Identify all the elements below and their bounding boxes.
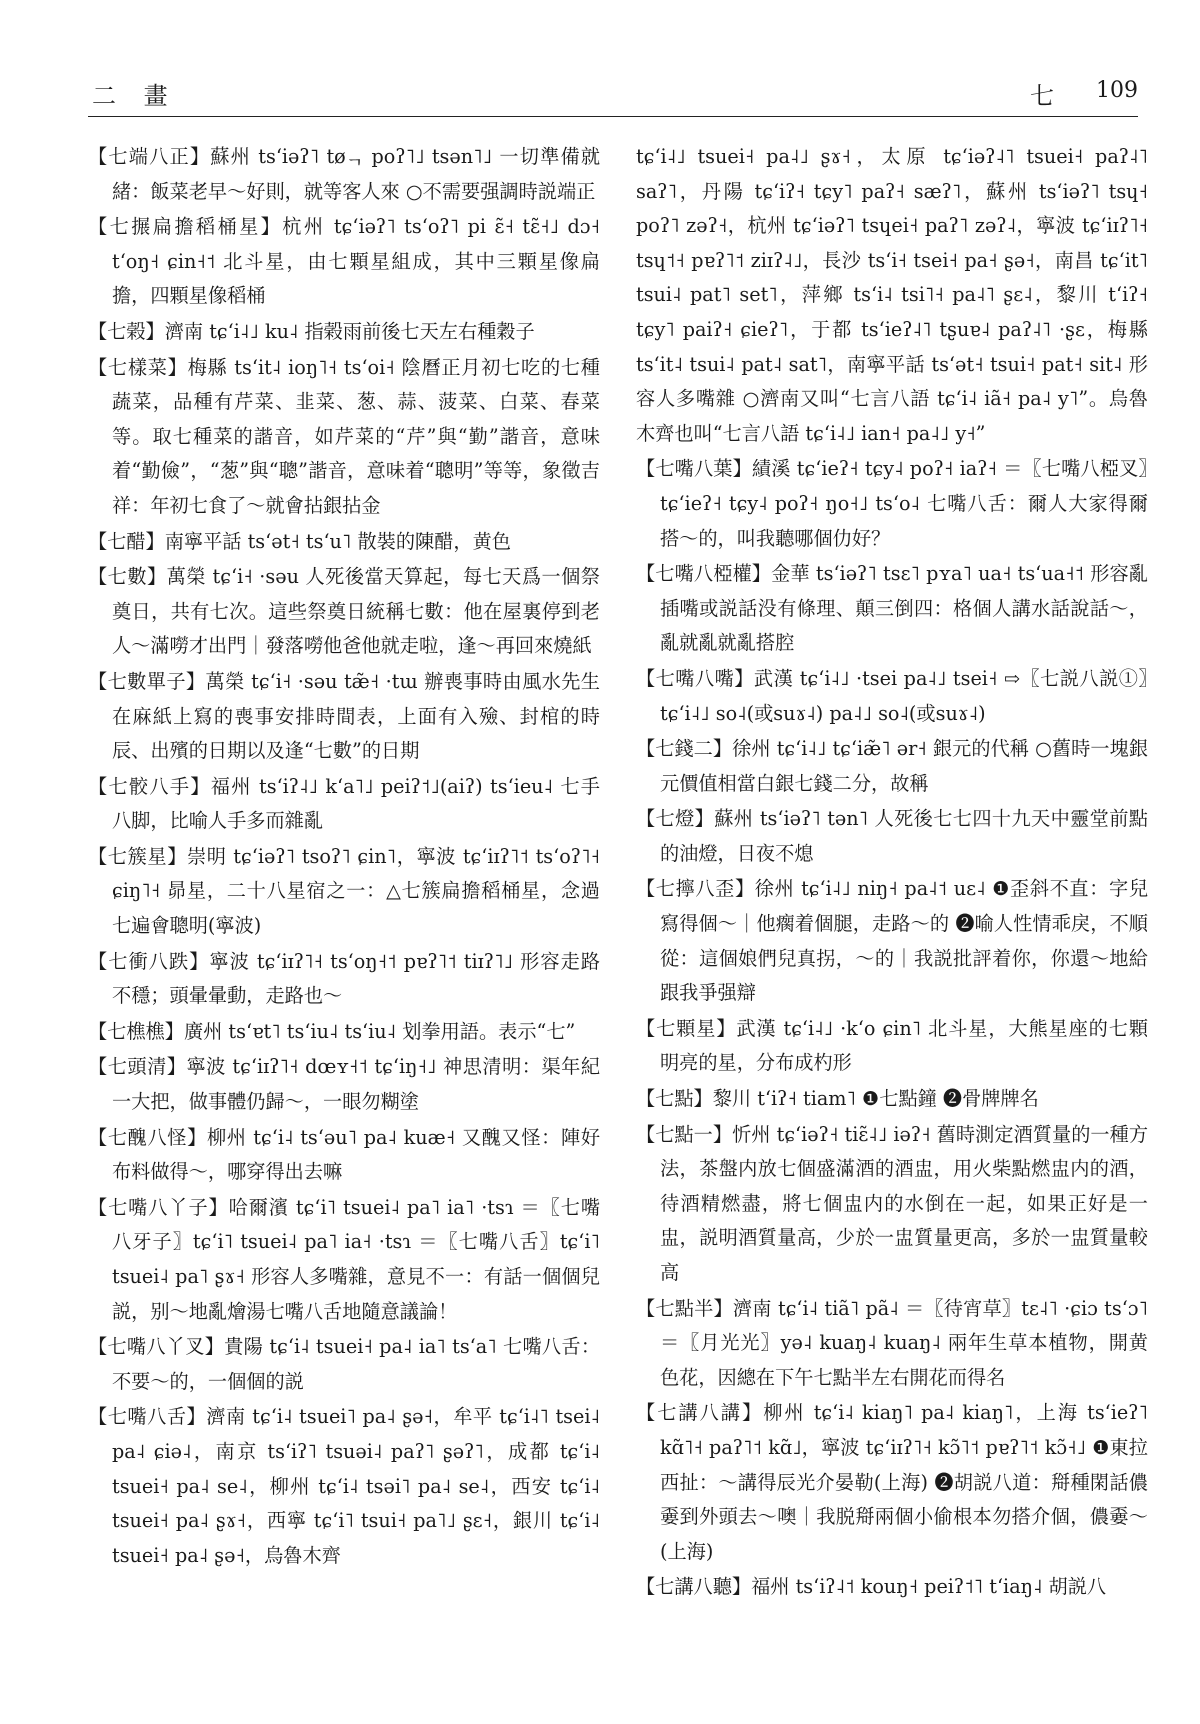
entry-definition: 績溪 tɕʻieʔ˧ tɕy˨ poʔ˧ iaʔ˧ ＝〖七嘴八椏叉〗tɕʻieʔ˧ tɕy˨ poʔ˧ ŋo˧˩ tsʻo˨ 七嘴八舌：爾人大家得爾搭～的，叫我聽哪個仂好？ bbox=[660, 457, 1148, 550]
entry-definition: 萬榮 tɕʻi˧ ·səu tæ̃˧ ·tɯ 辦喪事時由風水先生在麻紙上寫的喪事安排時間表，上面有入殮、封棺的時辰、出殯的日期以及逢“七數”的日期 bbox=[112, 669, 600, 763]
entry-definition: 柳州 tɕʻi˨ tsʻəu˥ pa˨ kuæ˧ 又醜又怪：陣好布料做得～，哪穿得出去嘛 bbox=[112, 1125, 600, 1184]
entry-definition: 崇明 tɕʻiəʔ˥ tsoʔ˥ ɕin˥，寧波 tɕʻiɪʔ˥˦ tsʻoʔ˥˧ ɕiŋ˥˧ 昴星，二十八星宿之一：△七簇扁擔稻桶星，念過七遍會聰明(寧波) bbox=[112, 844, 600, 938]
entry-definition: 徐州 tɕʻi˨˩ tɕʻiæ̃˥ ər˧ 銀元的代稱 ○舊時一塊銀元價值相當白銀七錢二分，故稱 bbox=[660, 737, 1148, 795]
page-header bbox=[88, 72, 1138, 117]
entry-definition: 忻州 tɕʻiəʔ˧ tiɛ̃˨˩ iəʔ˧ 舊時測定酒質量的一種方法，茶盤内放七個盛滿酒的酒盅，用火柴點燃盅内的酒，待酒精燃盡，將七個盅内的水倒在一起，如果正好是一盅，説明酒質量高，少於一盅質量更高，多於一盅質量較高 bbox=[660, 1122, 1148, 1284]
entry-headword: 【七顆星】 bbox=[636, 1016, 737, 1040]
dictionary-entry bbox=[636, 1396, 1148, 1569]
entry-definition: 萬榮 tɕʻi˧ ·səu 人死後當天算起，每七天爲一個祭奠日，共有七次。這些祭奠日統稱七數：他在屋裏停到老人～滿嘮才出門｜發落嘮他爸他就走啦，逢～再回來燒紙 bbox=[112, 565, 600, 658]
right-column bbox=[636, 140, 1148, 1700]
entry-definition: 蘇州 tsʻiəʔ˥ tən˥ 人死後七七四十九天中靈堂前點的油燈，日夜不熄 bbox=[660, 807, 1148, 865]
entry-headword: 【七嘴八椏權】 bbox=[636, 562, 772, 586]
entry-headword: 【七擰八歪】 bbox=[636, 877, 755, 901]
entry-definition: 蘇州 tsʻiəʔ˥ tøᆨ poʔ˥˩ tsən˥˩ 一切準備就緒：飯菜老早～好則，就等客人來 ○不需要强調時説端正 bbox=[112, 145, 600, 203]
dictionary-entry bbox=[88, 560, 600, 664]
entry-headword: 【七講八講】 bbox=[636, 1401, 764, 1425]
entry-definition: 徐州 tɕʻi˨˩ niŋ˧ pa˨˦ uɛ˨ ❶歪斜不直：字兒寫得個～｜他瘸着個腿，走路～的 ❷喻人性情乖戾，不順從：這個娘們兒真拐，～的｜我説批評着你，你還～地給跟我爭强辯 bbox=[660, 877, 1148, 1005]
entry-headword: 【七搌扁擔稻桶星】 bbox=[88, 215, 283, 239]
page-number: 109 bbox=[1096, 78, 1138, 103]
entry-definition: tɕʻi˨˩ tsuei˧ pa˨˩ ʂɤ˧，太原 tɕʻiəʔ˨˥ tsuei˧ paʔ˨˥ saʔ˥，丹陽 tɕʻiʔ˧ tɕy˥ paʔ˧ sæʔ˥，蘇州 tsʻiəʔ˥ tsɥ˧ poʔ˥ zəʔ˧，杭州 tɕʻiəʔ˥ tsɥei˧ paʔ˥ zəʔ˨，寧波 tɕʻiɪʔ˥˧ tsɥ˦˧ pɐʔ˥˦ ziɪʔ˨˩，長沙 tsʻi˧ tsei˧ pa˧ ʂə˧，南昌 tɕʻit˥ tsui˨ pat˥ set˥，萍鄉 tsʻi˨ tsi˥˧ pa˨˥ ʂɛ˨，黎川 tʻiʔ˧ tɕy˥ paiʔ˧ ɕieʔ˥，于都 tsʻieʔ˨˥ tʂuɐ˨ paʔ˨˥ ·ʂɛ，梅縣 tsʻit˨ tsui˨ pat˨ sat˥，南寧平話 tsʻət˧ tsui˧ pat˧ sit˨ 形容人多嘴雜 ○濟南又叫“七言八語 tɕʻi˨ iã˧ pa˨ y˥”。烏魯木齊也叫“七言八語 tɕʻi˨˩ ian˧ pa˨˩ y˧” bbox=[636, 145, 1148, 445]
entry-definition: 寧波 tɕʻiɪʔ˥˧ tsʻoŋ˧˦ pɐʔ˥˦ tiɪʔ˥˩ 形容走路不穩；頭暈暈動，走路也～ bbox=[112, 949, 600, 1008]
dictionary-entry bbox=[636, 1082, 1148, 1117]
dictionary-entry bbox=[636, 1570, 1148, 1605]
dictionary-entry bbox=[636, 872, 1148, 1010]
dictionary-entry bbox=[88, 770, 600, 839]
dictionary-entry bbox=[636, 1012, 1148, 1081]
entry-definition: 濟南 tɕʻi˨ tiã˥ pã˨ ＝〖待宵草〗tɛ˨˥ ·ɕiɔ tsʻɔ˥ ＝〖月光光〗yə˨ kuaŋ˨ kuaŋ˨ 兩年生草本植物，開黄色花，因總在下午七點半左右開花而得名 bbox=[660, 1296, 1148, 1389]
entry-definition: 濟南 tɕʻi˨˩ ku˨ 指榖雨前後七天左右種穀子 bbox=[164, 319, 535, 343]
entry-headword: 【七錢二】 bbox=[636, 737, 733, 761]
dictionary-entry bbox=[88, 315, 600, 350]
dictionary-entry bbox=[636, 1292, 1148, 1396]
entry-headword: 【七點】 bbox=[636, 1087, 713, 1111]
dictionary-entry bbox=[636, 452, 1148, 556]
dictionary-entry bbox=[636, 662, 1148, 731]
entry-headword: 【七樵樵】 bbox=[88, 1019, 184, 1043]
dictionary-entry bbox=[636, 140, 1148, 451]
entry-definition: 哈爾濱 tɕʻi˥ tsuei˨ pa˥ ia˥ ·tsɿ ＝〖七嘴八牙子〗tɕʻi˥ tsuei˨ pa˥ ia˧ ·tsɿ ＝〖七嘴八舌〗tɕʻi˥ tsuei˨ pa˥ ʂɤ˧ 形容人多嘴雜，意見不一：有話一個個兒説，别～地亂燴湯七嘴八舌地隨意議論！ bbox=[112, 1195, 600, 1323]
entry-definition: 梅縣 tsʻit˨ ioŋ˥˧ tsʻoi˧ 陰曆正月初七吃的七種蔬菜，品種有芹菜、韭菜、葱、蒜、菠菜、白菜、春菜等。取七種菜的諧音，如芹菜的“芹”與“勤”諧音，意味着“勤儉”，“葱”與“聰”諧音，意味着“聰明”等等，象徵吉祥：年初七食了～就會拈銀拈金 bbox=[112, 355, 600, 517]
dictionary-entry bbox=[88, 1191, 600, 1329]
entry-headword: 【七榖】 bbox=[88, 319, 165, 343]
entry-definition: 福州 tsʻiʔ˨˦ kouŋ˧ peiʔ˦˥ tʻiaŋ˨ 胡説八 bbox=[751, 1575, 1107, 1599]
entry-headword: 【七樣菜】 bbox=[88, 355, 188, 379]
entry-definition: 武漢 tɕʻi˨˩ ·kʻo ɕin˥ 北斗星，大熊星座的七顆明亮的星，分布成杓形 bbox=[660, 1016, 1148, 1075]
entry-definition: 廣州 tsʻɐt˥ tsʻiu˨ tsʻiu˨ 划拳用語。表示“七” bbox=[183, 1019, 576, 1043]
entry-headword: 【七嘴八丫叉】 bbox=[88, 1335, 225, 1359]
entry-headword: 【七嘴八嘴】 bbox=[636, 666, 754, 690]
entry-headword: 【七嘴八舌】 bbox=[88, 1405, 207, 1429]
entry-headword: 【七衝八跌】 bbox=[88, 949, 210, 973]
entry-definition: 杭州 tɕʻiəʔ˥ tsʻoʔ˥ pi ɛ̃˧ tɛ̃˧˩ dɔ˧ tʻoŋ˧ ɕin˧˦ 北斗星，由七顆星組成，其中三顆星像扁擔，四顆星像稻桶 bbox=[112, 215, 600, 308]
entry-definition: 濟南 tɕʻi˨ tsuei˥ pa˨ ʂə˧，牟平 tɕʻi˨˥ tsei˨ pa˨ ɕiə˨，南京 tsʻiʔ˥ tsuəi˨ paʔ˥ ʂəʔ˥，成都 tɕʻi˨ tsuei˧ pa˨ se˨，柳州 tɕʻi˨ tsəi˥ pa˨ se˨，西安 tɕʻi˨ tsuei˧ pa˨ ʂɤ˧，西寧 tɕʻi˥ tsui˧ pa˥˩ ʂɛ˧，銀川 tɕʻi˨ tsuei˧ pa˨ ʂə˧，烏魯木齊 bbox=[112, 1405, 600, 1567]
entry-headword: 【七點半】 bbox=[636, 1296, 733, 1320]
dictionary-entry bbox=[88, 1330, 600, 1399]
left-column bbox=[88, 140, 600, 1700]
dictionary-entry bbox=[88, 840, 600, 944]
entry-headword: 【七點一】 bbox=[636, 1122, 733, 1146]
entry-headword: 【七數單子】 bbox=[88, 669, 206, 693]
dictionary-entry bbox=[88, 210, 600, 314]
dictionary-entry bbox=[88, 140, 600, 209]
entry-definition: 黎川 tʻiʔ˧ tiam˥ ❶七點鐘 ❷骨牌牌名 bbox=[712, 1087, 1039, 1111]
section-title: 二 畫 bbox=[92, 82, 178, 110]
dictionary-entry bbox=[88, 1121, 600, 1190]
entry-headword: 【七骹八手】 bbox=[88, 774, 211, 798]
entry-headword: 【七燈】 bbox=[636, 807, 715, 831]
entry-headword: 【七簇星】 bbox=[88, 844, 187, 868]
dictionary-entry bbox=[636, 732, 1148, 801]
dictionary-entry bbox=[88, 665, 600, 769]
entry-headword: 【七數】 bbox=[88, 565, 167, 589]
entry-definition: 金華 tsʻiəʔ˥ tsɛ˥ pʏa˥ ua˧ tsʻua˧˦ 形容亂插嘴或説話没有條理、顛三倒四：格個人講水話說話～，亂就亂就亂搭腔 bbox=[660, 562, 1148, 655]
entry-headword: 【七嘴八丫子】 bbox=[88, 1195, 229, 1219]
entry-headword: 【七醜八怪】 bbox=[88, 1125, 207, 1149]
dictionary-entry bbox=[636, 1118, 1148, 1291]
entry-definition: 柳州 tɕʻi˨ kiaŋ˥ pa˨ kiaŋ˥，上海 tsʻieʔ˥ kɑ̃˥˧ paʔ˥˦ kɑ̃˩，寧波 tɕʻiɪʔ˥˧ kɔ̃˥˦ pɐʔ˥˦ kɔ̃˧˩ ❶東拉西扯：～講得辰光介晏勒(上海) ❷胡説八道：搿種閑話儂嫑到外頭去～噢｜我脱搿兩個小偷根本勿搭介個，儂嫑～(上海) bbox=[660, 1401, 1148, 1563]
dictionary-entry bbox=[88, 1015, 600, 1050]
dictionary-entry bbox=[88, 351, 600, 524]
entry-definition: 南寧平話 tsʻət˧ tsʻu˥ 散裝的陳醋，黄色 bbox=[164, 529, 511, 553]
entry-definition: 福州 tsʻiʔ˨˩ kʻa˥˩ peiʔ˦˩(aiʔ) tsʻieu˨ 七手八脚，比喻人手多而雜亂 bbox=[112, 774, 600, 833]
dictionary-entry bbox=[88, 525, 600, 560]
dictionary-entry bbox=[636, 557, 1148, 661]
entry-headword: 【七醋】 bbox=[88, 529, 165, 553]
entry-headword: 【七端八正】 bbox=[88, 145, 211, 168]
dictionary-entry bbox=[88, 945, 600, 1014]
entry-definition: 寧波 tɕʻiɪʔ˥˧ dœʏ˧˦ tɕʻiŋ˧˩ 神思清明：渠年紀一大把，做事體仍歸～，一眼勿糊塗 bbox=[112, 1055, 600, 1114]
dictionary-entry bbox=[88, 1400, 600, 1573]
entry-headword: 【七講八聽】 bbox=[636, 1575, 752, 1599]
entry-definition: 武漢 tɕʻi˨˩ ·tsei pa˨˩ tsei˧ ⇨〖七説八説①〗tɕʻi˨˩ so˨(或suɤ˨) pa˨˩ so˨(或suɤ˨) bbox=[660, 666, 1148, 725]
entry-headword: 【七頭清】 bbox=[88, 1055, 187, 1079]
dictionary-entry bbox=[636, 802, 1148, 871]
entry-definition: 貴陽 tɕʻi˨ tsuei˧ pa˨ ia˥ tsʻa˥ 七嘴八舌：不要～的，一個個的説 bbox=[112, 1335, 600, 1393]
entry-headword: 【七嘴八葉】 bbox=[636, 457, 752, 481]
running-head-char: 七 bbox=[1030, 82, 1054, 110]
dictionary-entry bbox=[88, 1050, 600, 1119]
